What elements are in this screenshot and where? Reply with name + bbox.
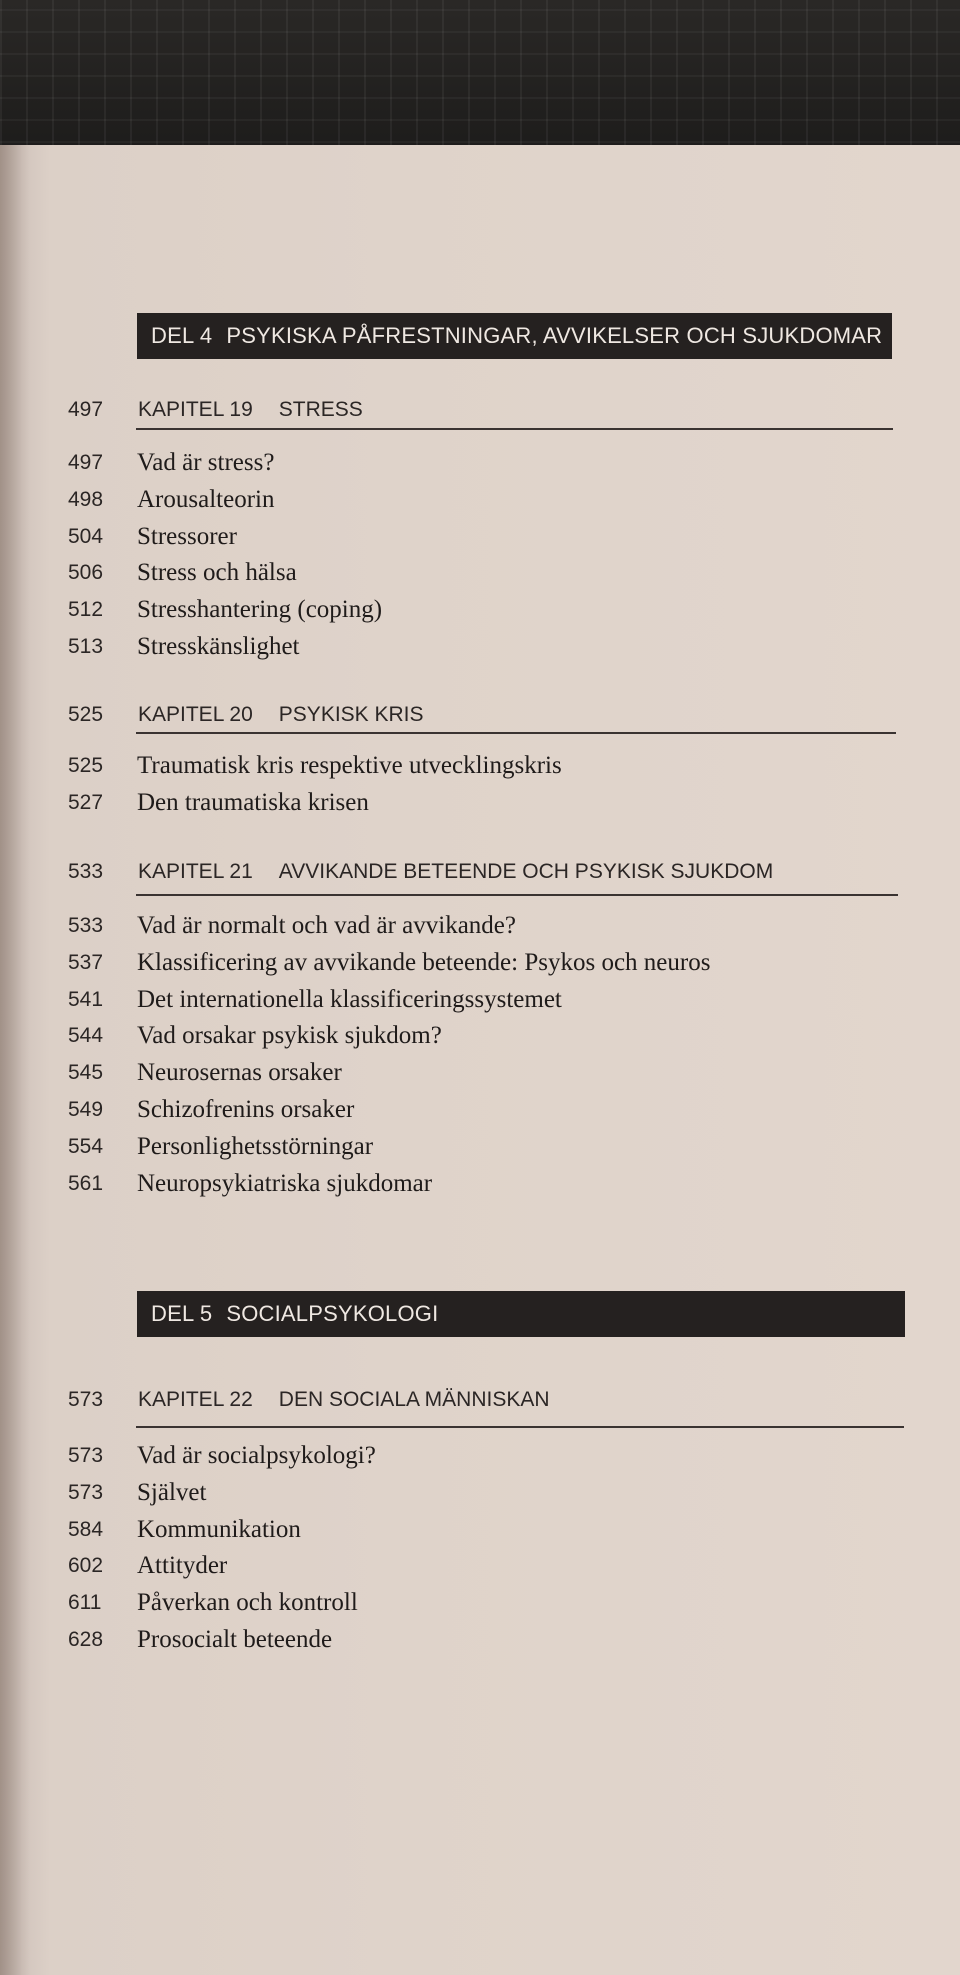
entry-title: Kommunikation <box>137 1515 301 1543</box>
part-number: DEL 5 <box>151 1301 213 1326</box>
entry-page-number: 573 <box>68 1444 104 1467</box>
entry-page-number: 498 <box>68 487 104 511</box>
chapter-page-number: 497 <box>68 398 104 421</box>
book-page <box>0 145 960 1975</box>
chapter-page-number: 525 <box>68 703 104 726</box>
entry-page-number: 611 <box>68 1591 102 1615</box>
part-number: DEL 4 <box>151 323 213 348</box>
entry-title: Personlighetsstörningar <box>137 1132 374 1160</box>
entry-page-number: 561 <box>68 1171 104 1195</box>
entry-page-number: 541 <box>68 987 104 1011</box>
entry-page-number: 512 <box>68 598 104 622</box>
entry-title: Det internationella klassificeringssystemet <box>137 985 562 1013</box>
entry-title: Neurosernas orsaker <box>137 1059 342 1087</box>
chapter-title: DEN SOCIALA MÄNNISKAN <box>278 1388 550 1411</box>
entry-title: Stresshantering (coping) <box>137 596 383 624</box>
entry-title: Stress och hälsa <box>137 559 297 587</box>
entry-page-number: 497 <box>68 451 104 474</box>
entry-page-number: 527 <box>68 790 104 814</box>
chapter-number: KAPITEL 21 <box>138 860 253 883</box>
chapter-number: KAPITEL 20 <box>138 703 253 726</box>
chapter-rule <box>136 894 898 896</box>
entry-page-number: 554 <box>68 1134 104 1158</box>
entry-page-number: 506 <box>68 561 104 585</box>
entry-page-number: 537 <box>68 950 104 974</box>
chapter-rule <box>136 732 896 734</box>
chapter-rule <box>136 1426 904 1428</box>
entry-title: Självet <box>137 1478 207 1506</box>
entry-title: Vad är normalt och vad är avvikande? <box>137 912 517 939</box>
entry-page-number: 544 <box>68 1024 104 1048</box>
entry-title: Neuropsykiatriska sjukdomar <box>137 1169 433 1197</box>
chapter-title: AVVIKANDE BETEENDE OCH PSYKISK SJUKDOM <box>278 860 774 883</box>
entry-title: Traumatisk kris respektive utvecklingskris <box>137 752 562 779</box>
entry-title: Klassificering av avvikande beteende: Psykos och neuros <box>137 948 711 976</box>
entry-title: Påverkan och kontroll <box>137 1589 358 1617</box>
entry-title: Vad orsakar psykisk sjukdom? <box>137 1022 442 1050</box>
part-title: SOCIALPSYKOLOGI <box>226 1301 439 1326</box>
chapter-number: KAPITEL 22 <box>138 1388 253 1411</box>
entry-title: Stressorer <box>137 522 237 550</box>
entry-page-number: 533 <box>68 914 104 937</box>
entry-title: Den traumatiska krisen <box>137 788 369 816</box>
part-heading-del-4 <box>137 313 892 359</box>
part-heading-del-5 <box>137 1291 905 1337</box>
chapter-page-number: 573 <box>68 1388 104 1411</box>
entry-page-number: 602 <box>68 1554 104 1578</box>
entry-title: Schizofrenins orsaker <box>137 1095 355 1123</box>
entry-title: Vad är stress? <box>137 449 275 476</box>
entry-page-number: 628 <box>68 1627 104 1651</box>
chapter-title: STRESS <box>278 398 363 421</box>
background-mat <box>0 0 960 165</box>
entry-title: Vad är socialpsykologi? <box>137 1442 376 1469</box>
entry-page-number: 513 <box>68 634 104 658</box>
entry-title: Stresskänslighet <box>137 632 300 660</box>
chapter-title: PSYKISK KRIS <box>278 703 424 726</box>
entry-title: Attityder <box>137 1552 228 1580</box>
entry-page-number: 584 <box>68 1517 104 1541</box>
entry-title: Prosocialt beteende <box>137 1625 333 1653</box>
chapter-rule <box>136 428 893 430</box>
entry-page-number: 573 <box>68 1480 104 1504</box>
chapter-number: KAPITEL 19 <box>138 398 253 421</box>
entry-page-number: 545 <box>68 1061 104 1085</box>
entry-page-number: 504 <box>68 524 104 548</box>
entry-page-number: 549 <box>68 1097 104 1121</box>
entry-title: Arousalteorin <box>137 485 275 513</box>
entry-page-number: 525 <box>68 754 104 777</box>
chapter-page-number: 533 <box>68 860 104 883</box>
part-title: PSYKISKA PÅFRESTNINGAR, AVVIKELSER OCH SJUKDOMAR <box>226 323 883 348</box>
